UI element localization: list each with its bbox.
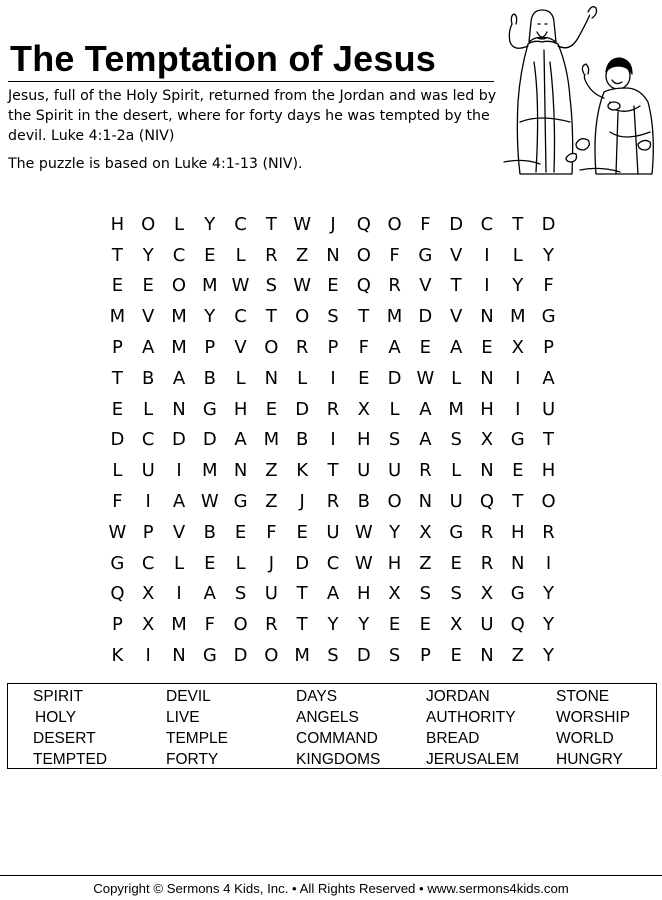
grid-letter: W [293, 275, 312, 297]
grid-letter: Q [510, 614, 525, 636]
word-bank-word: DESERT [33, 730, 96, 747]
grid-letter: I [145, 645, 151, 667]
grid-letter: I [484, 244, 490, 266]
grid-letter: T [111, 367, 123, 389]
grid-letter: L [512, 244, 523, 266]
grid-letter: L [112, 460, 123, 482]
grid-letter: A [172, 491, 186, 513]
grid-letter: J [330, 213, 336, 235]
grid-letter: E [142, 275, 154, 297]
grid-letter: Y [543, 614, 555, 636]
grid-letter: E [327, 275, 339, 297]
grid-letter: M [202, 460, 218, 482]
grid-letter: C [234, 213, 247, 235]
title-divider [8, 81, 494, 82]
grid-letter: W [108, 521, 127, 543]
word-bank-word: HOLY [35, 709, 77, 726]
grid-letter: T [327, 460, 339, 482]
grid-letter: V [450, 244, 463, 266]
word-bank-word: KINGDOMS [296, 751, 381, 768]
grid-letter: Z [419, 552, 432, 574]
grid-letter: H [480, 398, 494, 420]
grid-letter: D [418, 306, 433, 328]
grid-letter: E [450, 552, 462, 574]
grid-letter: O [387, 491, 402, 513]
grid-letter: U [387, 460, 402, 482]
grid-letter: V [234, 337, 247, 359]
grid-letter: C [141, 429, 155, 451]
grid-letter: R [326, 491, 340, 513]
grid-letter: W [293, 213, 312, 235]
grid-letter: N [172, 645, 186, 667]
grid-letter: R [480, 552, 494, 574]
grid-letter: G [510, 429, 525, 451]
grid-letter: U [480, 614, 494, 636]
grid-letter: S [419, 583, 432, 605]
word-bank-column [296, 686, 426, 770]
grid-letter: G [418, 244, 433, 266]
grid-letter: N [480, 367, 494, 389]
grid-letter: L [451, 367, 462, 389]
grid-letter: U [264, 583, 278, 605]
grid-letter: I [515, 398, 521, 420]
grid-letter: G [510, 583, 525, 605]
grid-letter: G [202, 398, 217, 420]
grid-letter: N [326, 244, 340, 266]
grid-letter: Z [265, 460, 278, 482]
grid-letter: A [234, 429, 247, 451]
grid-letter: A [542, 367, 555, 389]
grid-letter: V [450, 306, 463, 328]
grid-letter: I [176, 583, 182, 605]
grid-letter: C [172, 244, 186, 266]
grid-letter: L [297, 367, 308, 389]
grid-letter: E [265, 398, 278, 420]
word-bank-column [426, 686, 556, 770]
word-bank-word: AUTHORITY [426, 709, 516, 726]
grid-letter: D [202, 429, 217, 451]
grid-letter: Y [204, 213, 216, 235]
grid-letter: R [542, 521, 555, 543]
grid-letter: X [449, 614, 463, 636]
grid-letter: A [419, 398, 432, 420]
grid-letter: E [419, 614, 432, 636]
grid-letter: Y [543, 645, 555, 667]
grid-letter: E [481, 337, 493, 359]
grid-letter: L [235, 367, 246, 389]
grid-letter: V [419, 275, 432, 297]
grid-letter: E [358, 367, 370, 389]
grid-letter: S [450, 583, 462, 605]
grid-letter: L [173, 552, 184, 574]
footer-divider [0, 875, 662, 876]
grid-letter: N [480, 306, 494, 328]
grid-letter: H [110, 213, 125, 235]
grid-letter: N [480, 645, 494, 667]
grid-letter: X [142, 614, 155, 636]
grid-letter: U [449, 491, 463, 513]
grid-letter: Z [296, 244, 309, 266]
grid-letter: W [231, 275, 250, 297]
grid-letter: X [419, 521, 432, 543]
word-bank-word: TEMPTED [33, 751, 108, 768]
grid-letter: I [176, 460, 182, 482]
grid-letter: Q [356, 275, 371, 297]
grid-letter: E [111, 275, 124, 297]
grid-letter: A [142, 337, 155, 359]
grid-letter: R [326, 398, 340, 420]
word-bank-word: WORSHIP [556, 709, 631, 726]
grid-letter: E [111, 398, 124, 420]
grid-letter: S [388, 645, 401, 667]
grid-letter: G [110, 552, 125, 574]
grid-letter: G [541, 306, 556, 328]
grid-letter: T [265, 306, 277, 328]
grid-letter: T [111, 244, 123, 266]
grid-letter: X [142, 583, 155, 605]
grid-letter: O [387, 213, 402, 235]
grid-letter: O [295, 306, 310, 328]
grid-letter: E [296, 521, 308, 543]
word-bank-column [33, 686, 163, 770]
grid-letter: G [202, 645, 217, 667]
grid-letter: W [354, 552, 373, 574]
grid-letter: G [449, 521, 464, 543]
word-bank [7, 683, 657, 769]
grid-letter: H [510, 521, 525, 543]
grid-letter: I [145, 491, 151, 513]
grid-letter: B [203, 367, 216, 389]
grid-letter: A [172, 367, 186, 389]
grid-letter: I [484, 275, 490, 297]
grid-letter: R [295, 337, 309, 359]
grid-letter: C [480, 213, 494, 235]
grid-letter: S [388, 429, 401, 451]
grid-letter: P [111, 614, 123, 636]
word-bank-word: DEVIL [166, 688, 211, 705]
grid-letter: P [204, 337, 216, 359]
intro-paragraph: Jesus, full of the Holy Spirit, returned from the Jordan and was led by the Spirit in the desert, where for forty days he was tempted by the devil. Luke 4:1-2a (NIV) [8, 88, 497, 144]
grid-letter: X [388, 583, 401, 605]
devil-figure [582, 58, 653, 174]
grid-letter: M [448, 398, 464, 420]
grid-letter: S [327, 306, 339, 328]
grid-letter: Q [479, 491, 495, 513]
word-bank-word: JORDAN [426, 688, 490, 705]
grid-letter: Q [110, 583, 125, 605]
grid-letter: E [512, 460, 524, 482]
word-bank-word: JERUSALEM [426, 751, 520, 768]
grid-letter: E [204, 552, 216, 574]
grid-letter: C [326, 552, 340, 574]
word-bank-word: ANGELS [296, 709, 359, 726]
grid-letter: D [172, 429, 186, 451]
grid-letter: T [358, 306, 370, 328]
grid-letter: U [141, 460, 155, 482]
grid-letter: F [358, 337, 369, 359]
grid-letter: A [388, 337, 401, 359]
grid-letter: B [203, 521, 216, 543]
grid-letter: M [509, 306, 526, 328]
grid-letter: C [141, 552, 155, 574]
grid-letter: Y [389, 521, 401, 543]
grid-letter: C [234, 306, 247, 328]
grid-letter: L [235, 244, 246, 266]
grid-letter: A [326, 583, 340, 605]
grid-letter: Q [356, 213, 371, 235]
word-bank-word: WORLD [556, 730, 614, 747]
grid-letter: O [264, 337, 279, 359]
word-bank-word: DAYS [296, 688, 338, 705]
grid-letter: S [327, 645, 339, 667]
grid-letter: M [171, 337, 187, 359]
grid-letter: J [299, 491, 305, 513]
grid-letter: H [541, 460, 556, 482]
grid-letter: P [419, 645, 431, 667]
grid-letter: T [265, 213, 277, 235]
grid-letter: E [204, 244, 216, 266]
grid-letter: A [419, 429, 432, 451]
word-bank-word: FORTY [166, 751, 219, 768]
grid-letter: I [330, 367, 336, 389]
grid-letter: M [294, 645, 310, 667]
grid-letter: D [295, 552, 310, 574]
grid-letter: L [389, 398, 400, 420]
grid-letter: D [110, 429, 125, 451]
grid-letter: R [480, 521, 494, 543]
grid-letter: Z [511, 645, 524, 667]
word-bank-word: HUNGRY [556, 751, 623, 768]
grid-letter: N [418, 491, 433, 513]
grid-letter: X [511, 337, 524, 359]
grid-letter: R [419, 460, 432, 482]
grid-letter: D [449, 213, 464, 235]
grid-letter: I [515, 367, 521, 389]
grid-letter: K [111, 645, 124, 667]
page-title: The Temptation of Jesus [10, 38, 436, 79]
word-bank-word: TEMPLE [166, 730, 229, 747]
grid-letter: F [112, 491, 123, 513]
grid-letter: E [234, 521, 247, 543]
jesus-and-devil-illustration [500, 2, 658, 182]
grid-letter: N [233, 460, 248, 482]
grid-letter: N [480, 460, 494, 482]
grid-letter: P [543, 337, 554, 359]
grid-letter: Y [142, 244, 154, 266]
word-bank-word: STONE [556, 688, 610, 705]
grid-letter: T [296, 583, 308, 605]
grid-letter: O [356, 244, 371, 266]
grid-letter: W [416, 367, 435, 389]
grid-letter: T [296, 614, 308, 636]
word-bank-column [166, 686, 296, 770]
grid-letter: O [541, 491, 556, 513]
grid-letter: A [450, 337, 463, 359]
word-bank-word: LIVE [166, 709, 200, 726]
grid-letter: S [450, 429, 462, 451]
copyright-footer: Copyright © Sermons 4 Kids, Inc. • All Rights Reserved • www.sermons4kids.com [93, 881, 569, 896]
grid-letter: A [203, 583, 216, 605]
grid-letter: N [511, 552, 525, 574]
grid-letter: U [357, 460, 371, 482]
grid-letter: D [387, 367, 402, 389]
grid-letter: Y [327, 614, 339, 636]
grid-letter: L [143, 398, 154, 420]
grid-letter: H [233, 398, 248, 420]
grid-letter: W [354, 521, 373, 543]
word-bank-word: COMMAND [296, 730, 378, 747]
grid-letter: O [141, 213, 156, 235]
scripture-reference: The puzzle is based on Luke 4:1-13 (NIV). [8, 156, 303, 172]
grid-letter: M [386, 306, 403, 328]
grid-letter: N [264, 367, 279, 389]
grid-letter: T [512, 213, 524, 235]
grid-letter: B [296, 429, 309, 451]
grid-letter: Y [512, 275, 524, 297]
grid-letter: P [327, 337, 339, 359]
grid-letter: X [357, 398, 370, 420]
grid-letter: M [171, 614, 187, 636]
grid-letter: V [172, 521, 186, 543]
grid-letter: H [357, 429, 371, 451]
word-bank-word: BREAD [426, 730, 480, 747]
grid-letter: P [111, 337, 123, 359]
grid-letter: D [541, 213, 556, 235]
grid-letter: R [265, 244, 278, 266]
grid-letter: T [450, 275, 462, 297]
grid-letter: O [171, 275, 187, 297]
grid-letter: F [204, 614, 215, 636]
grid-letter: D [356, 645, 371, 667]
grid-letter: B [142, 367, 155, 389]
grid-letter: I [330, 429, 336, 451]
grid-letter: D [233, 645, 248, 667]
grid-letter: Y [358, 614, 370, 636]
grid-letter: N [172, 398, 186, 420]
grid-letter: Y [543, 244, 555, 266]
grid-letter: M [202, 275, 218, 297]
grid-letter: T [512, 491, 524, 513]
grid-letter: X [480, 429, 494, 451]
grid-letter: W [200, 491, 219, 513]
grid-letter: L [451, 460, 462, 482]
grid-letter: L [235, 552, 246, 574]
grid-letter: D [295, 398, 310, 420]
grid-letter: F [266, 521, 277, 543]
grid-letter: H [357, 583, 371, 605]
grid-letter: E [419, 337, 432, 359]
grid-letter: M [171, 306, 187, 328]
grid-letter: G [233, 491, 248, 513]
grid-letter: R [265, 614, 278, 636]
grid-letter: F [389, 244, 400, 266]
grid-letter: O [233, 614, 248, 636]
grid-letter: S [265, 275, 278, 297]
grid-letter: M [263, 429, 280, 451]
grid-letter: H [387, 552, 402, 574]
grid-letter: E [450, 645, 462, 667]
grid-letter: M [109, 306, 126, 328]
grid-letter: U [326, 521, 340, 543]
grid-letter: U [541, 398, 556, 420]
grid-letter: S [234, 583, 247, 605]
grid-letter: T [543, 429, 555, 451]
grid-letter: I [545, 552, 552, 574]
grid-letter: X [480, 583, 494, 605]
grid-letter: E [388, 614, 401, 636]
grid-letter: P [142, 521, 154, 543]
grid-letter: F [420, 213, 431, 235]
grid-letter: J [268, 552, 275, 574]
word-bank-column [556, 686, 662, 770]
grid-letter: V [142, 306, 155, 328]
grid-letter: Y [543, 583, 555, 605]
grid-letter: F [543, 275, 554, 297]
grid-letter: B [357, 491, 370, 513]
grid-letter: Y [204, 306, 216, 328]
grid-letter: Z [265, 491, 278, 513]
grid-letter: R [388, 275, 401, 297]
grid-letter: L [173, 213, 184, 235]
word-bank-word: SPIRIT [33, 688, 83, 705]
grid-letter: O [264, 645, 279, 667]
word-search-grid [102, 209, 564, 671]
grid-letter: K [296, 460, 309, 482]
